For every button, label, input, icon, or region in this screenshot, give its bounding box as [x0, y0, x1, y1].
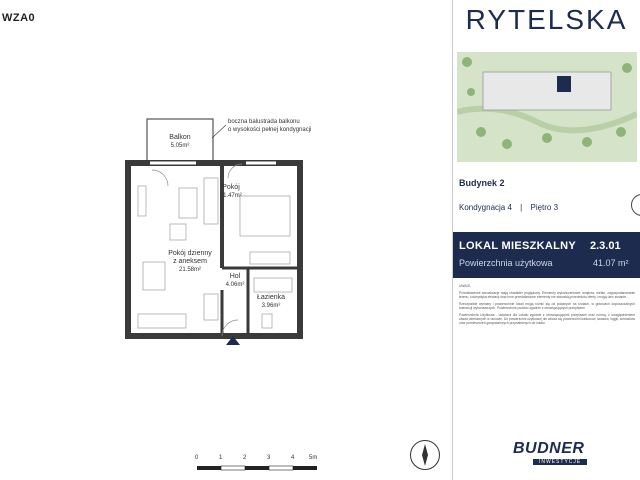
sofa [179, 188, 197, 218]
floor-level: Kondygnacja 4 [459, 203, 512, 212]
developer-logo-sub: INWESTYCJE [533, 459, 587, 465]
unit-area-label: Powierzchnia użytkowa [459, 258, 553, 268]
balcony-name: Balkon [169, 134, 191, 141]
hall-label [222, 273, 248, 289]
developer-logo: BUDNER [513, 440, 585, 457]
info-panel [453, 0, 640, 480]
scale-bar [195, 455, 325, 475]
scale-tick-3: 3 [267, 455, 271, 461]
notes-paragraph-3: Powierzchnia Użytkowa - ustalona dla Lokalu zgodnie z obowiązującymi przepisami oraz normą, z uwzględnieniem zasad określonych w umowie. Do powierzchni użytkowej nie wlicza się powierzchni balkonów, tarasów, loggii, schowków oraz pomieszczeń gospodarczych przynależnych do lokalu. [459, 313, 635, 325]
scale-tick-5m: 5m [309, 455, 318, 461]
unit-area-value: 41.07 m² [593, 258, 629, 268]
bedroom-label [214, 184, 248, 200]
coffee-table [170, 224, 186, 240]
floor-separator: | [520, 203, 523, 212]
scale-bar-graphic [195, 464, 325, 476]
living-room-name-2: z aneksem [173, 258, 207, 265]
bed [240, 196, 290, 236]
scale-tick-1: 1 [219, 455, 223, 461]
unit-title: LOKAL MIESZKALNY [459, 240, 577, 252]
annotation-leader [212, 125, 226, 138]
living-room-area: 21.58m² [178, 267, 201, 273]
legal-notes [459, 284, 635, 434]
north-compass-icon [410, 440, 440, 470]
bathroom-label [248, 294, 294, 310]
project-brand: RYTELSKA [465, 4, 628, 35]
notes-paragraph-2: Rzeczywiste wymiary i powierzchnie lokali mogą różnić się od podanych na rzutach, w granicach dopuszczalnych tolerancji wykonawczych. Powierzchnie podano zgodnie z obowiązującymi przepisami. [459, 302, 635, 310]
bathtub [254, 278, 292, 292]
scale-tick-2: 2 [243, 455, 247, 461]
bedroom-name: Pokój [222, 184, 240, 191]
bathroom-name: Łazienka [256, 294, 286, 301]
balcony-label [150, 134, 210, 150]
toilet [262, 314, 272, 328]
notes-heading: UWAGI: [459, 284, 471, 288]
notes-paragraph-1: Przedstawione wizualizacje mają charakter poglądowy. Elementy wykończeniowe, wnętrza, meble, zagospodarowanie terenu, kolorystyka elewacji oraz inne przedstawione elementy nie stanowią przedmiotu oferty i mogą ulec zmianie. [459, 291, 635, 299]
scale-tick-4: 4 [291, 455, 295, 461]
living-room-name: Pokój dzienny [168, 250, 212, 257]
balcony-annotation [228, 118, 311, 134]
hall-area: 4.06m² [225, 282, 245, 288]
site-plan-image [457, 52, 637, 162]
small-compass-icon [631, 194, 640, 216]
hall-cabinet [204, 294, 218, 320]
annotation-line-1: boczna balustrada balkonu [228, 119, 300, 125]
wardrobe [250, 252, 290, 264]
building-label: Budynek 2 [459, 178, 505, 188]
left-logo: WZA0 [2, 12, 36, 24]
hall-name: Hol [229, 273, 241, 280]
tv-unit [138, 186, 146, 216]
living-room-label [158, 250, 222, 274]
annotation-line-2: o wysokości pełnej kondygnacji [228, 127, 312, 133]
floor-storey: Piętro 3 [530, 203, 559, 212]
bedroom-door-arc [228, 164, 242, 178]
kitchen-counter [138, 314, 186, 328]
unit-number: 2.3.01 [590, 240, 621, 252]
floor-info [459, 203, 558, 212]
unit-banner [453, 232, 640, 278]
balcony-area: 5.05m² [170, 143, 190, 149]
scale-tick-0: 0 [195, 455, 199, 461]
bedroom-area: 11.47m² [220, 193, 242, 199]
bathroom-area: 3.96m² [261, 303, 281, 309]
balcony-door-arc [152, 170, 168, 186]
